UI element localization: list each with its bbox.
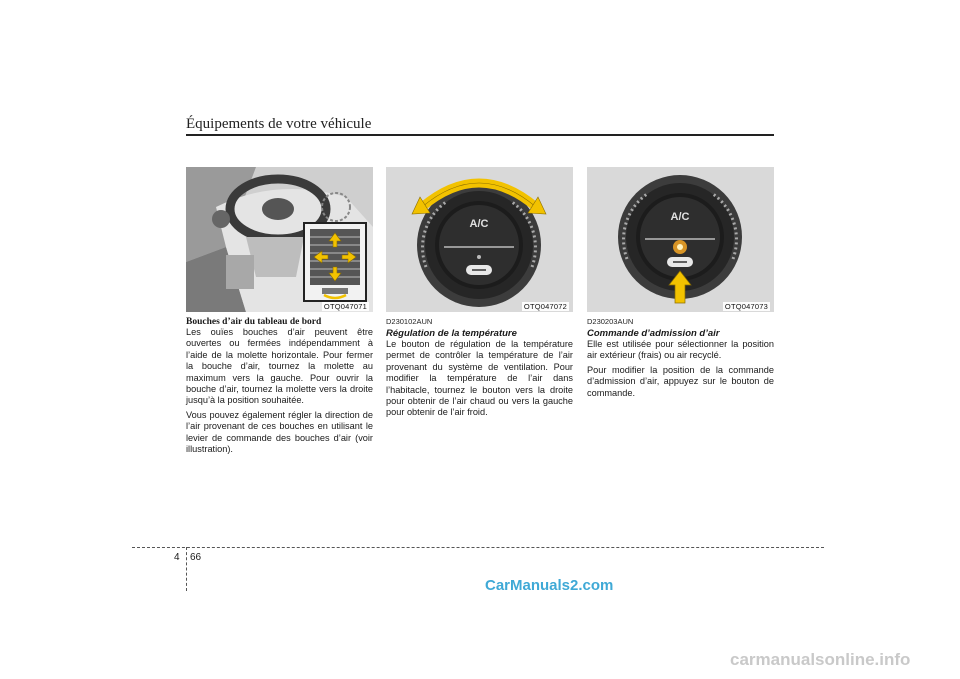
- dashboard-illustration: [186, 167, 373, 312]
- figure-temperature-knob: [386, 167, 573, 312]
- section-heading: Régulation de la température: [386, 328, 517, 339]
- figure-code: OTQ047072: [523, 302, 567, 311]
- column-dashboard-vents: [186, 167, 373, 458]
- document-code: D230102AUN: [386, 317, 433, 326]
- footer-rule: [132, 547, 824, 548]
- header-rule: [186, 134, 774, 136]
- figure-dashboard-vents: [186, 167, 373, 312]
- section-heading: Commande d’admission d’air: [587, 328, 720, 339]
- watermark-bottom[interactable]: carmanualsonline.info: [730, 650, 911, 669]
- knob-label: A/C: [469, 218, 489, 230]
- chapter-number: 4: [174, 552, 180, 563]
- column-air-intake: [587, 167, 774, 402]
- air-intake-knob-illustration: [587, 167, 774, 312]
- knob-label: A/C: [670, 211, 690, 223]
- paragraph: Les ouïes bouches d’air peuvent être ouvertes ou fermées indépendamment à l’aide de la molette horizontale. Pour fermer la bouche d’air, tournez la molette au maximum vers la gauche. Pour ouvrir la bouche d’air, tournez la molette vers la droite jusqu’à la position souhaitée.: [186, 327, 373, 406]
- temperature-knob-illustration: [386, 167, 573, 312]
- figure-air-intake-knob: [587, 167, 774, 312]
- document-code: D230203AUN: [587, 317, 634, 326]
- watermark-top[interactable]: CarManuals2.com: [485, 577, 614, 594]
- paragraph: Le bouton de régulation de la température permet de contrôler la température de l’air provenant du système de ventilation. Pour modifier la température de l’air dans l’habitacle, tournez le bouton vers la droite pour obtenir de l’air chaud ou vers la gauche pour obtenir de l’air froid.: [386, 339, 573, 418]
- chapter-title: Équipements de votre véhicule: [186, 116, 372, 132]
- column-temperature-control: [386, 167, 573, 422]
- paragraph: Vous pouvez également régler la direction de l’air provenant de ces bouches en utilisant le levier de commande des bouches d’air (voir illustration).: [186, 409, 373, 455]
- paragraph: Elle est utilisée pour sélectionner la position air extérieur (frais) ou air recyclé.: [587, 339, 774, 361]
- figure-code: OTQ047071: [323, 302, 367, 311]
- paragraph: Pour modifier la position de la commande d’admission d’air, appuyez sur le bouton de commande.: [587, 364, 774, 398]
- footer-vertical-rule: [186, 547, 187, 591]
- section-heading: Bouches d’air du tableau de bord: [186, 317, 322, 327]
- page-number: 66: [190, 552, 202, 563]
- figure-code: OTQ047073: [724, 302, 768, 311]
